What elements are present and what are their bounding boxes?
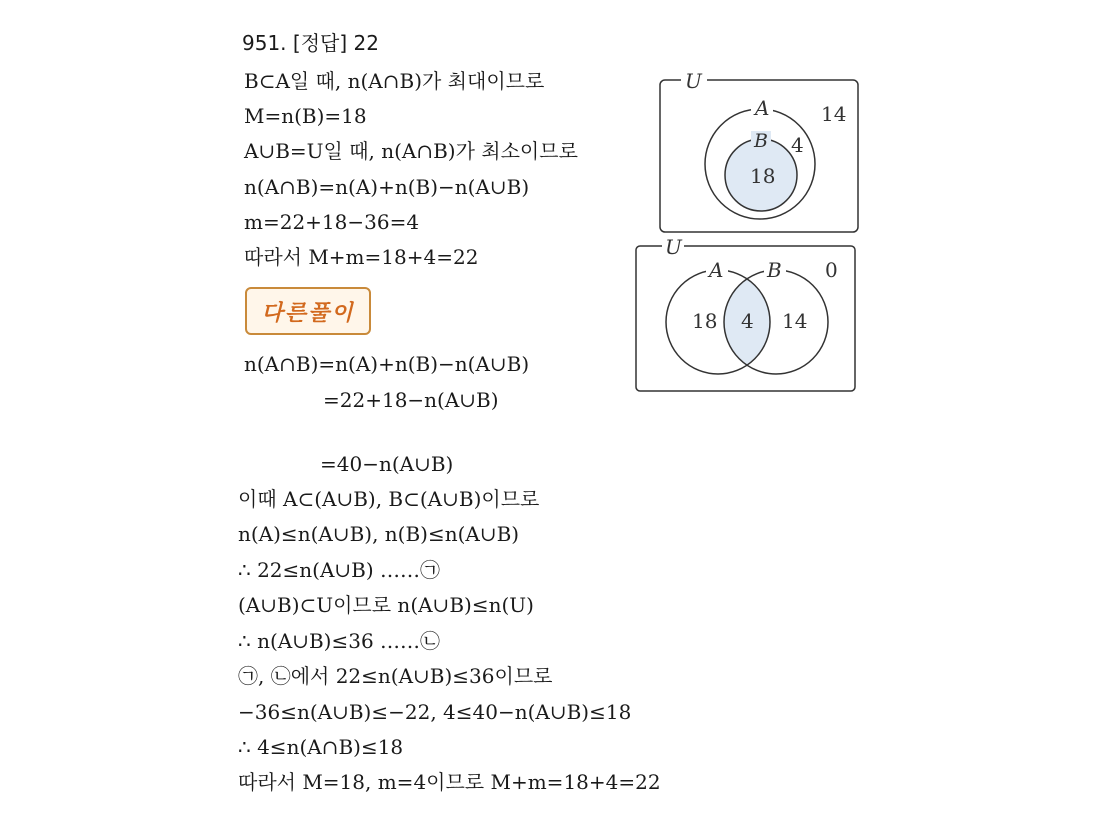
alt-line-3: =40−n(A∪B): [320, 452, 454, 476]
venn1-set-b-label: B: [754, 130, 768, 152]
alt-line-1: n(A∩B)=n(A)+n(B)−n(A∪B): [244, 352, 530, 376]
venn1-universe-label: U: [685, 72, 702, 93]
alt-line-4: 이때 A⊂(A∪B), B⊂(A∪B)이므로: [238, 487, 540, 511]
solution-line-6: 따라서 M+m=18+4=22: [244, 245, 479, 269]
solution-line-4: n(A∩B)=n(A)+n(B)−n(A∪B): [244, 175, 530, 199]
alternative-solution-label: 다른풀이: [261, 300, 355, 326]
alt-line-2: =22+18−n(A∪B): [323, 388, 499, 412]
venn2-left-value: 18: [692, 309, 718, 333]
solution-line-5: m=22+18−36=4: [244, 210, 420, 234]
alternative-solution-badge: [245, 287, 371, 335]
alt-line-11: ∴ 4≤n(A∩B)≤18: [238, 735, 404, 759]
alt-line-12: 따라서 M=18, m=4이므로 M+m=18+4=22: [238, 770, 661, 794]
alt-line-10: −36≤n(A∪B)≤−22, 4≤40−n(A∪B)≤18: [238, 700, 632, 724]
venn1-outside-value: 14: [821, 102, 847, 126]
alt-line-7: (A∪B)⊂U이므로 n(A∪B)≤n(U): [238, 593, 534, 617]
problem-header: 951. [정답] 22: [242, 31, 379, 55]
solution-line-3: A∪B=U일 때, n(A∩B)가 최소이므로: [244, 139, 578, 163]
alt-line-6: ∴ 22≤n(A∪B) ……㉠: [238, 558, 441, 582]
solution-line-1: B⊂A일 때, n(A∩B)가 최대이므로: [244, 69, 545, 93]
venn-diagram-subset: [655, 72, 865, 237]
venn2-set-b-label: B: [767, 258, 782, 282]
solution-line-2: M=n(B)=18: [244, 104, 367, 128]
venn2-overlap-value: 4: [741, 309, 754, 333]
venn2-universe-label: U: [665, 236, 682, 259]
alt-line-5: n(A)≤n(A∪B), n(B)≤n(A∪B): [238, 522, 520, 546]
venn2-outside-value: 0: [825, 258, 838, 282]
venn-diagram-union: [630, 236, 865, 398]
alt-line-9: ㉠, ㉡에서 22≤n(A∪B)≤36이므로: [238, 664, 553, 688]
venn1-ring-value: 4: [791, 133, 804, 157]
venn1-inner-value: 18: [750, 164, 776, 188]
venn2-set-a-label: A: [709, 258, 724, 282]
alt-line-8: ∴ n(A∪B)≤36 ……㉡: [238, 629, 441, 653]
venn1-set-a-label: A: [755, 96, 770, 120]
venn2-right-value: 14: [782, 309, 808, 333]
